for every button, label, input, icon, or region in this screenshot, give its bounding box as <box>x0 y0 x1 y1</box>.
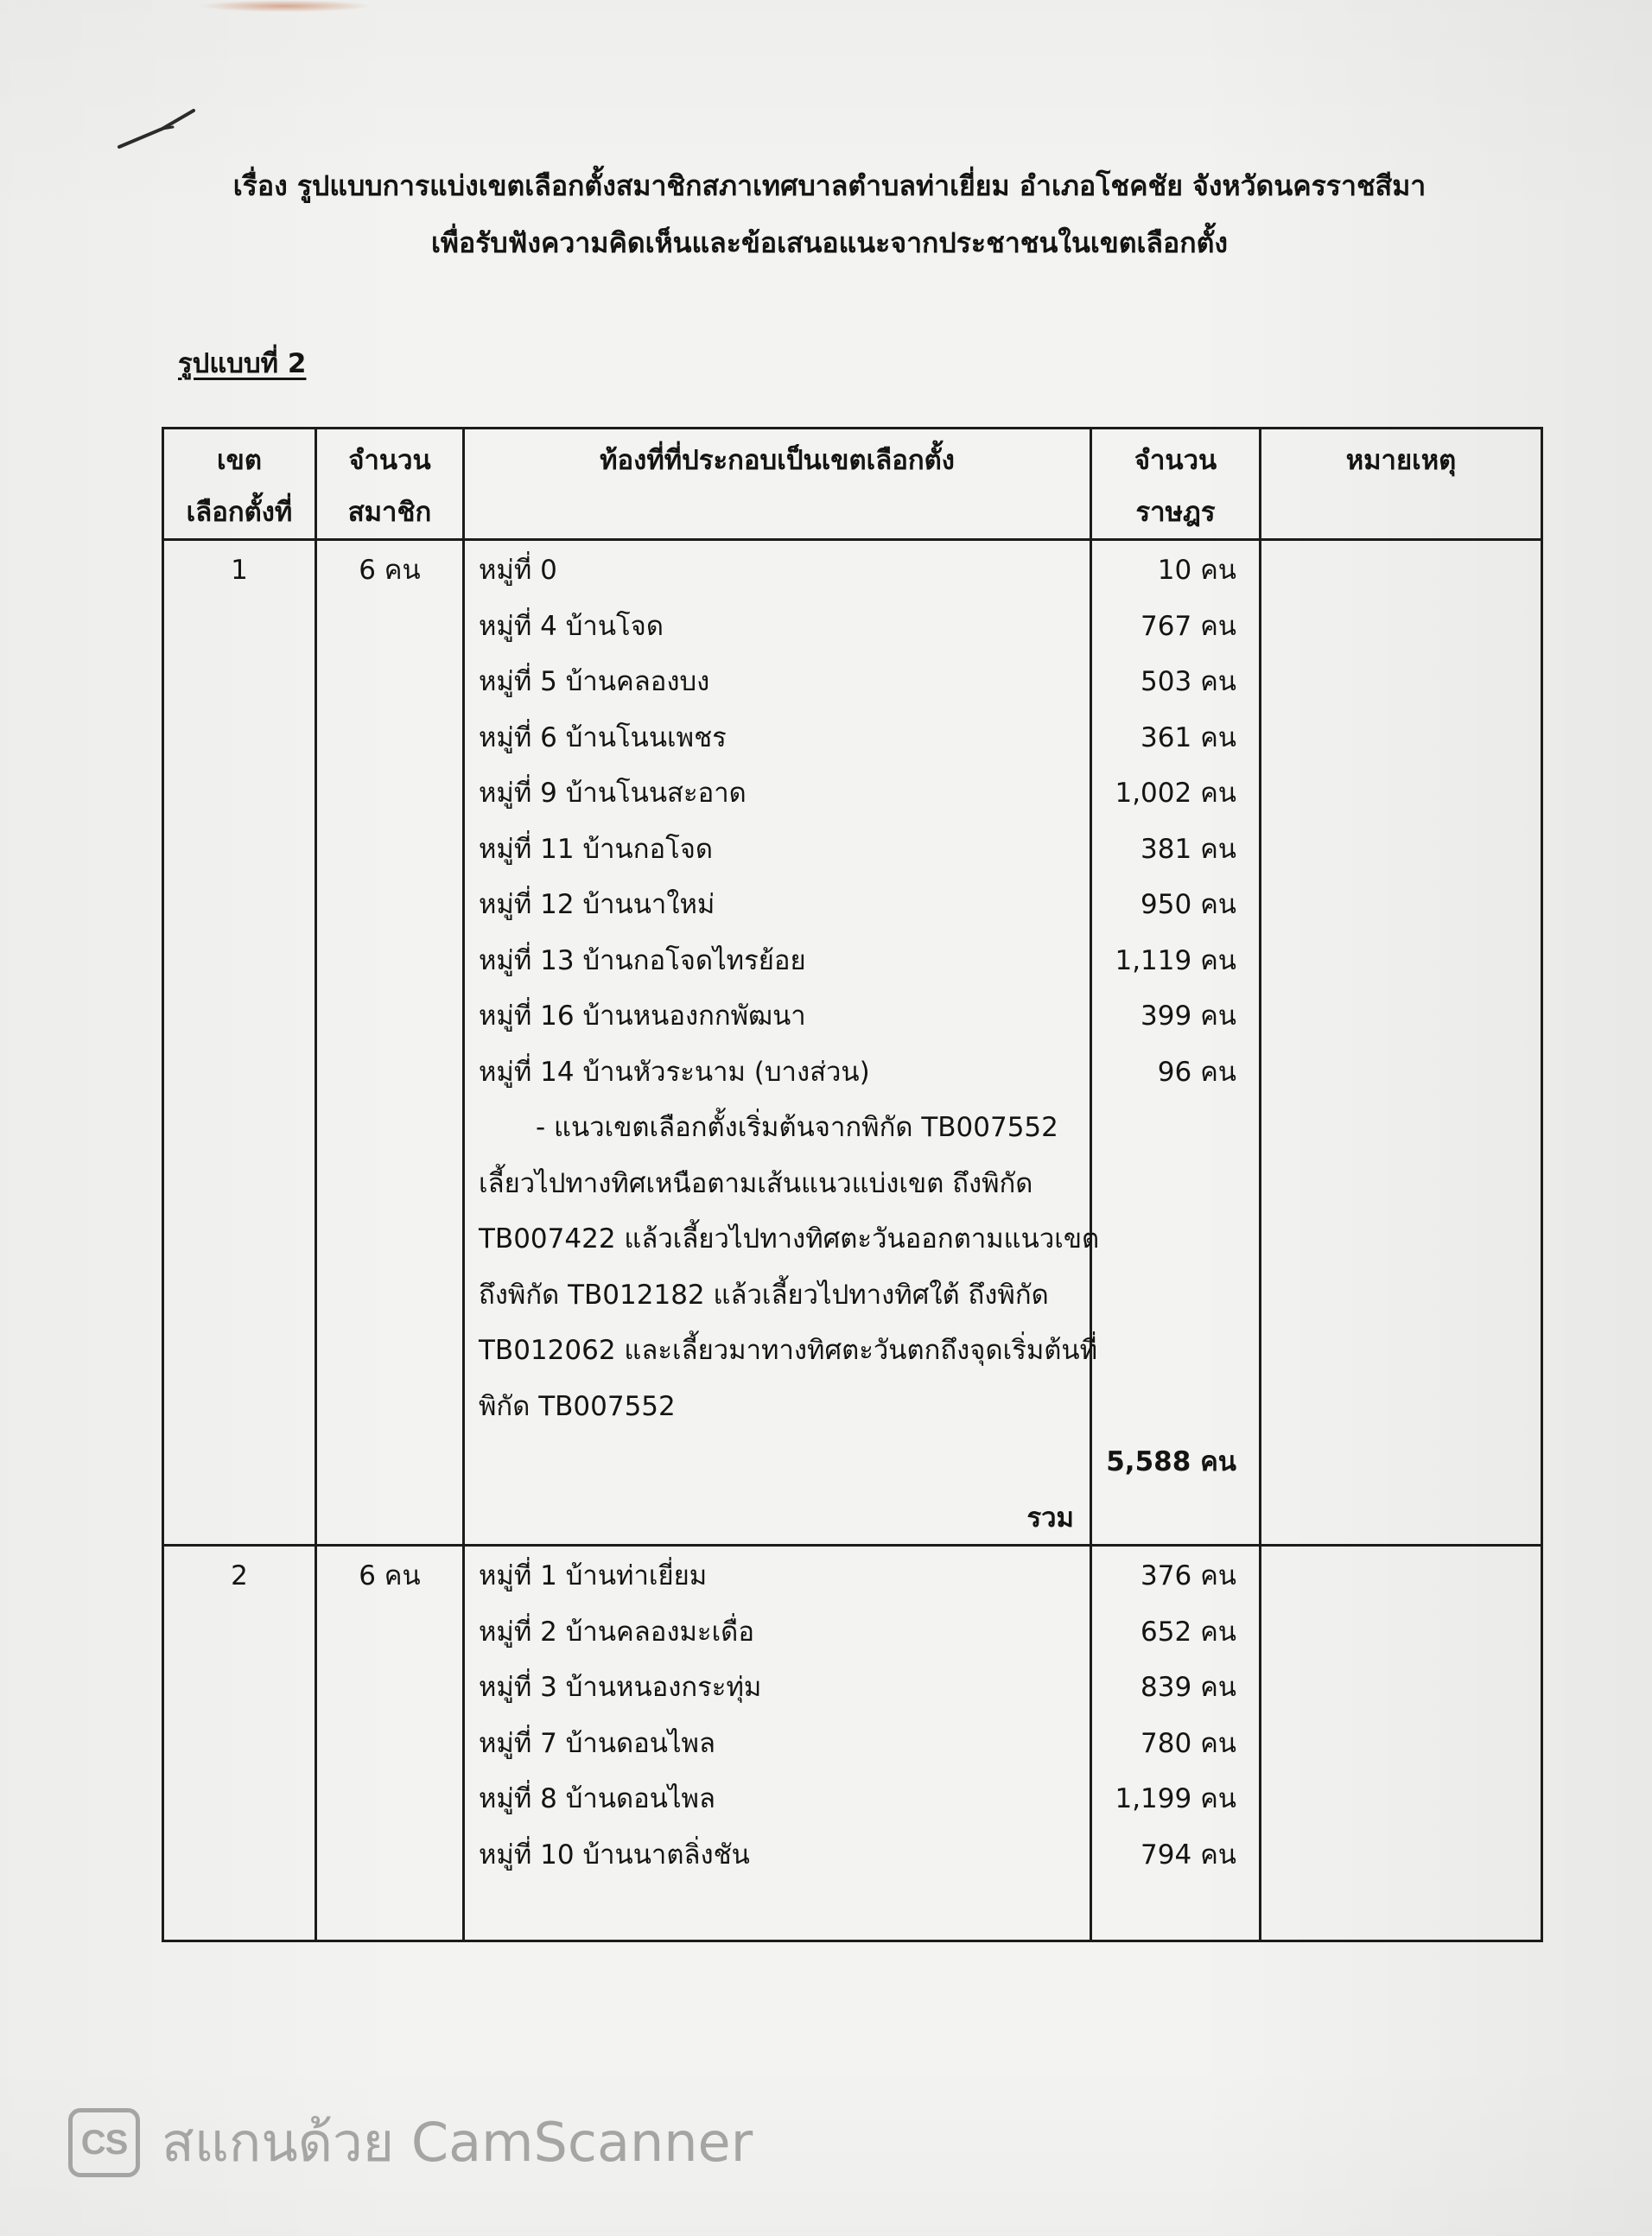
village-population: 96 คน <box>1157 1056 1236 1088</box>
district-table <box>162 427 1543 1942</box>
village-population: 376 คน <box>1141 1560 1236 1591</box>
village-population: 381 คน <box>1141 833 1236 865</box>
document-title <box>9 157 1650 271</box>
district-area-cell <box>465 1547 1092 1940</box>
camscanner-watermark-text: สแกนด้วย CamScanner <box>162 2111 753 2174</box>
header-population <box>1092 429 1261 538</box>
village-population: 1,199 คน <box>1115 1783 1236 1814</box>
pen-mark <box>112 102 199 154</box>
village-name: หมู่ที่ 0 <box>479 555 557 586</box>
blank-line <box>1092 1267 1259 1324</box>
boundary-description-line: - แนวเขตเลือกตั้งเริ่มต้นจากพิกัด TB007552 <box>536 1112 1058 1143</box>
boundary-description-line: พิกัด TB007552 <box>479 1390 676 1422</box>
header-members-line-2: สมาชิก <box>347 497 432 528</box>
remarks-cell <box>1261 541 1541 1546</box>
title-line-2: เพื่อรับฟังความคิดเห็นและข้อเสนอแนะจากประชาชนในเขตเลือกตั้ง <box>430 226 1229 259</box>
village-name: หมู่ที่ 12 บ้านนาใหม่ <box>479 889 715 920</box>
village-name: หมู่ที่ 6 บ้านโนนเพชร <box>479 721 727 753</box>
blank-line <box>1092 1379 1259 1435</box>
format-subheading: รูปแบบที่ 2 <box>178 348 307 379</box>
district-members: 6 คน <box>359 555 421 586</box>
scan-edge-smudge <box>199 0 372 12</box>
district-number: 1 <box>231 555 248 586</box>
blank-line <box>1092 1323 1259 1379</box>
village-name: หมู่ที่ 11 บ้านกอโจด <box>479 833 714 865</box>
village-population: 503 คน <box>1141 666 1236 697</box>
title-line-1: เรื่อง รูปแบบการแบ่งเขตเลือกตั้งสมาชิกสภาเทศบาลตำบลท่าเยี่ยม อำเภอโชคชัย จังหวัดนครราชสีมา <box>232 169 1426 202</box>
header-district <box>164 429 317 538</box>
village-name: หมู่ที่ 16 บ้านหนองกกพัฒนา <box>479 1000 806 1032</box>
district-row-1 <box>164 541 1541 1547</box>
village-population: 839 คน <box>1141 1672 1236 1703</box>
village-name: หมู่ที่ 2 บ้านคลองมะเดื่อ <box>479 1616 754 1648</box>
header-area-label: ท้องที่ที่ประกอบเป็นเขตเลือกตั้ง <box>600 445 955 476</box>
boundary-description-line: ถึงพิกัด TB012182 แล้วเลี้ยวไปทางทิศใต้ ถึงพิกัด <box>479 1279 1049 1311</box>
header-remarks <box>1261 429 1541 538</box>
camscanner-logo-icon: CS <box>68 2108 140 2177</box>
village-name: หมู่ที่ 5 บ้านคลองบง <box>479 666 710 697</box>
village-population: 767 คน <box>1141 610 1236 642</box>
district-total-population: 5,588 คน <box>1106 1446 1236 1477</box>
district-number-cell <box>164 541 317 1546</box>
village-population: 794 คน <box>1141 1839 1236 1871</box>
village-population: 1,119 คน <box>1115 944 1236 976</box>
village-population: 780 คน <box>1141 1727 1236 1759</box>
header-population-line-2: ราษฎร <box>1135 497 1216 528</box>
blank-line <box>1092 1156 1259 1212</box>
village-name: หมู่ที่ 13 บ้านกอโจดไทรย้อย <box>479 944 806 976</box>
district-number: 2 <box>231 1560 248 1591</box>
village-name: หมู่ที่ 7 บ้านดอนไพล <box>479 1727 715 1759</box>
header-district-line-2: เลือกตั้งที่ <box>186 497 293 528</box>
village-name: หมู่ที่ 3 บ้านหนองกระทุ่ม <box>479 1672 762 1703</box>
village-population: 10 คน <box>1157 555 1236 586</box>
blank-line <box>1092 1211 1259 1267</box>
header-remarks-label: หมายเหตุ <box>1345 445 1457 476</box>
village-name: หมู่ที่ 8 บ้านดอนไพล <box>479 1783 715 1814</box>
boundary-description-line: TB007422 แล้วเลี้ยวไปทางทิศตะวันออกตามแนวเขต <box>479 1223 1100 1255</box>
district-population-cell <box>1092 541 1261 1546</box>
blank-line <box>1092 1100 1259 1156</box>
remarks-cell <box>1261 1547 1541 1940</box>
district-members-cell <box>317 541 465 1546</box>
village-name: หมู่ที่ 14 บ้านหัวระนาม (บางส่วน) <box>479 1056 870 1088</box>
header-area <box>465 429 1092 538</box>
village-name: หมู่ที่ 1 บ้านท่าเยี่ยม <box>479 1560 708 1591</box>
village-name: หมู่ที่ 4 บ้านโจด <box>479 610 664 642</box>
village-population: 1,002 คน <box>1115 778 1236 809</box>
district-number-cell <box>164 1547 317 1940</box>
total-label: รวม <box>1026 1502 1074 1534</box>
village-population: 950 คน <box>1141 889 1236 920</box>
boundary-description-line: เลี้ยวไปทางทิศเหนือตามเส้นแนวแบ่งเขต ถึงพิกัด <box>479 1167 1033 1199</box>
header-members-line-1: จำนวน <box>348 445 431 476</box>
district-area-cell <box>465 541 1100 1546</box>
blank-line <box>465 1434 1090 1490</box>
district-members: 6 คน <box>359 1560 421 1591</box>
village-population: 652 คน <box>1141 1616 1236 1648</box>
village-population: 361 คน <box>1141 721 1236 753</box>
district-members-cell <box>317 1547 465 1940</box>
village-name: หมู่ที่ 10 บ้านนาตลิ่งชัน <box>479 1839 750 1871</box>
header-members <box>317 429 465 538</box>
boundary-description-line: TB012062 และเลี้ยวมาทางทิศตะวันตกถึงจุดเริ่มต้นที่ <box>479 1335 1098 1366</box>
header-population-line-1: จำนวน <box>1134 445 1217 476</box>
table-header-row <box>164 429 1541 541</box>
header-district-line-1: เขต <box>217 445 262 476</box>
district-population-cell <box>1092 1547 1261 1940</box>
village-name: หมู่ที่ 9 บ้านโนนสะอาด <box>479 778 747 809</box>
village-population: 399 คน <box>1141 1000 1236 1032</box>
district-row-2 <box>164 1547 1541 1940</box>
